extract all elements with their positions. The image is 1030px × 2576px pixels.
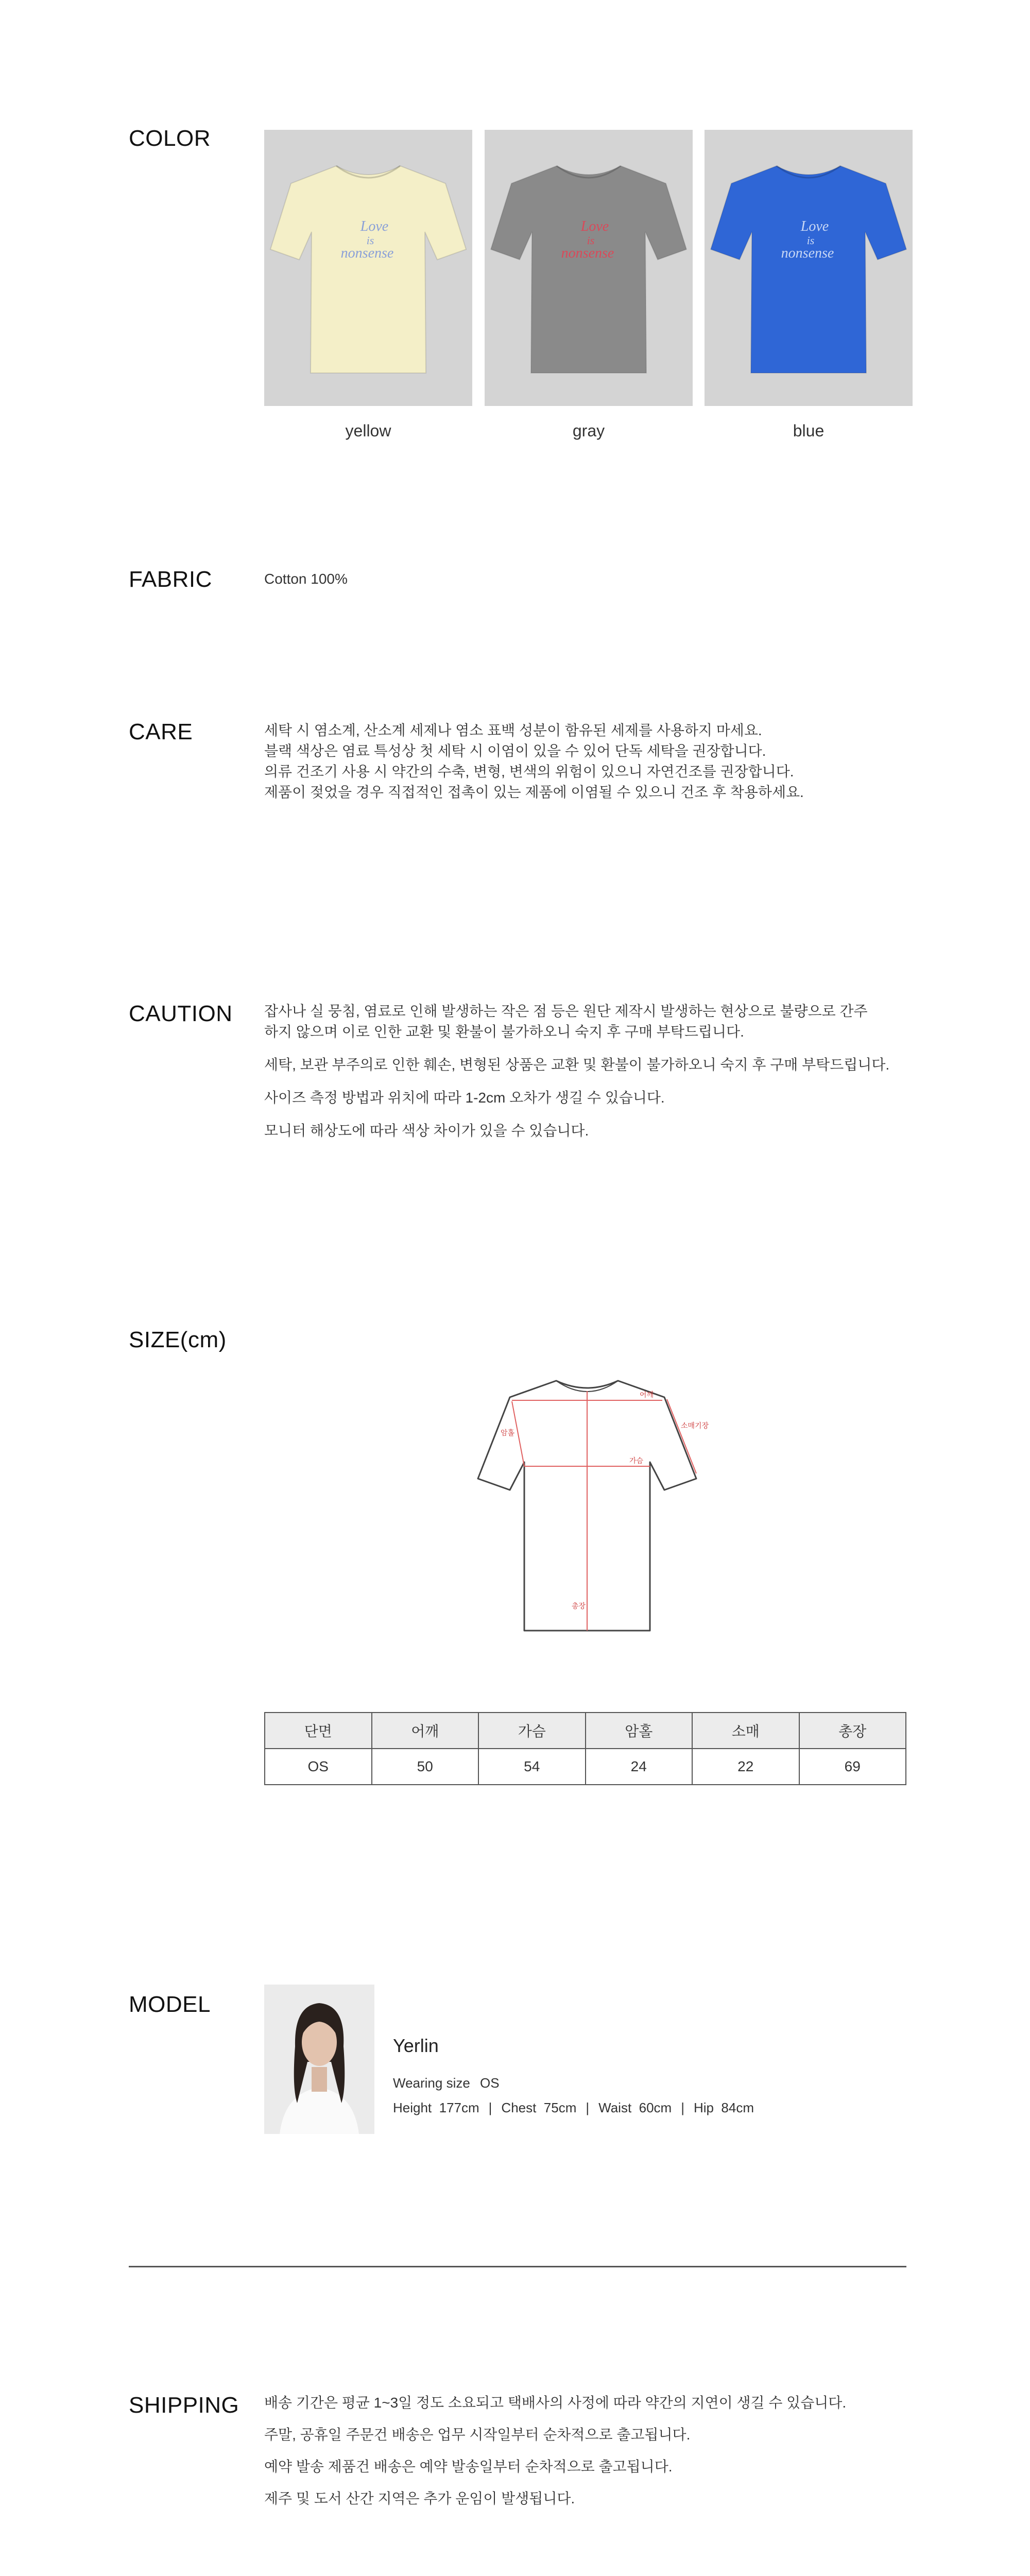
diagram-label-chest: 가슴: [629, 1457, 644, 1465]
color-section-title: COLOR: [129, 126, 211, 151]
diagram-label-shoulder: 어깨: [640, 1391, 654, 1399]
size-cell: 54: [478, 1749, 586, 1785]
size-header-cell: 총장: [799, 1713, 906, 1749]
color-swatch-blue[interactable]: [705, 130, 913, 406]
size-section-title: SIZE(cm): [129, 1327, 227, 1352]
shipping-line: 배송 기간은 평균 1~3일 정도 소요되고 택배사의 사정에 따라 약간의 지연이 생길 수 있습니다.: [264, 2395, 847, 2411]
model-wearing-size: [393, 2075, 500, 2091]
model-chest: Chest 75cm: [501, 2100, 577, 2115]
wearing-size-label: Wearing size: [393, 2075, 470, 2091]
model-photo: [264, 1985, 374, 2134]
model-waist: Waist 60cm: [598, 2100, 672, 2115]
care-text: [264, 720, 804, 803]
diagram-label-armhole: 암홀: [501, 1429, 515, 1437]
diagram-label-sleeve: 소매기장: [681, 1422, 709, 1430]
caution-line: 모니터 해상도에 따라 색상 차이가 있을 수 있습니다.: [264, 1123, 589, 1139]
shipping-text: [264, 2393, 846, 2509]
tshirt-shape: [270, 166, 466, 373]
size-cell: 22: [692, 1749, 799, 1785]
care-line: 세탁 시 염소계, 산소계 세제나 염소 표백 성분이 함유된 세제를 사용하지 마세요.: [264, 722, 762, 738]
diagram-label-length: 총장: [572, 1602, 586, 1611]
fabric-text: Cotton 100%: [264, 571, 348, 587]
shipping-line: 주말, 공휴일 주문건 배송은 업무 시작일부터 순차적으로 출고됩니다.: [264, 2427, 691, 2443]
measure-separator: |: [488, 2100, 492, 2115]
size-table: [264, 1712, 906, 1785]
shipping-line: 예약 발송 제품건 배송은 예약 발송일부터 순차적으로 출고됩니다.: [264, 2459, 673, 2475]
size-cell: 69: [799, 1749, 906, 1785]
tshirt-shape: [711, 166, 906, 373]
print-text: Love: [800, 218, 829, 234]
measure-separator: |: [681, 2100, 684, 2115]
care-section-title: CARE: [129, 719, 193, 744]
print-text: nonsense: [561, 245, 614, 261]
color-label-gray: gray: [572, 421, 605, 440]
care-line: 블랙 색상은 염료 특성상 첫 세탁 시 이염이 있을 수 있어 단독 세탁을 권장합니다.: [264, 743, 766, 759]
size-diagram: [458, 1370, 716, 1649]
print-text: is: [587, 234, 595, 247]
caution-line: 세탁, 보관 부주의로 인한 훼손, 변형된 상품은 교환 및 환불이 불가하오니 숙지 후 구매 부탁드립니다.: [264, 1057, 890, 1073]
model-section-title: MODEL: [129, 1992, 211, 2017]
caution-section-title: CAUTION: [129, 1001, 233, 1026]
size-header-cell: 가슴: [478, 1713, 586, 1749]
print-text: Love: [580, 218, 609, 234]
tshirt-shape: [491, 166, 686, 373]
shipping-section-title: SHIPPING: [129, 2393, 239, 2418]
color-swatch-gray[interactable]: [485, 130, 693, 406]
wearing-size-value: OS: [480, 2075, 500, 2091]
size-header-cell: 어깨: [372, 1713, 479, 1749]
print-text: nonsense: [781, 245, 834, 261]
print-text: is: [366, 234, 374, 247]
size-cell: OS: [265, 1749, 372, 1785]
care-line: 제품이 젖었을 경우 직접적인 접촉이 있는 제품에 이염될 수 있으니 건조 후 착용하세요.: [264, 784, 804, 800]
shipping-line: 제주 및 도서 산간 지역은 추가 운임이 발생됩니다.: [264, 2490, 575, 2506]
color-swatch-yellow[interactable]: [264, 130, 472, 406]
print-text: Love: [360, 218, 389, 234]
size-table-header-row: [265, 1713, 906, 1749]
measure-separator: |: [586, 2100, 590, 2115]
section-divider: [129, 2266, 906, 2267]
model-name: Yerlin: [393, 2035, 439, 2056]
caution-line: 하지 않으며 이로 인한 교환 및 환불이 불가하오니 숙지 후 구매 부탁드립니다.: [264, 1024, 744, 1040]
size-header-cell: 암홀: [586, 1713, 693, 1749]
caution-line: 잡사나 실 뭉침, 염료로 인해 발생하는 작은 점 등은 원단 제작시 발생하는 현상으로 불량으로 간주: [264, 1003, 868, 1019]
size-cell: 24: [586, 1749, 693, 1785]
print-text: is: [806, 234, 815, 247]
caution-text: [264, 1001, 889, 1141]
color-label-yellow: yellow: [345, 421, 391, 440]
print-text: nonsense: [340, 245, 394, 261]
care-line: 의류 건조기 사용 시 약간의 수축, 변형, 변색의 위험이 있으니 자연건조를 권장합니다.: [264, 764, 794, 779]
model-height: Height 177cm: [393, 2100, 479, 2115]
size-header-cell: 단면: [265, 1713, 372, 1749]
fabric-section-title: FABRIC: [129, 567, 212, 592]
table-row: [265, 1749, 906, 1785]
size-header-cell: 소매: [692, 1713, 799, 1749]
color-label-blue: blue: [793, 421, 825, 440]
model-hip: Hip 84cm: [693, 2100, 754, 2115]
caution-line: 사이즈 측정 방법과 위치에 따라 1-2cm 오차가 생길 수 있습니다.: [264, 1090, 665, 1106]
model-measurements: [393, 2100, 754, 2116]
size-cell: 50: [372, 1749, 479, 1785]
